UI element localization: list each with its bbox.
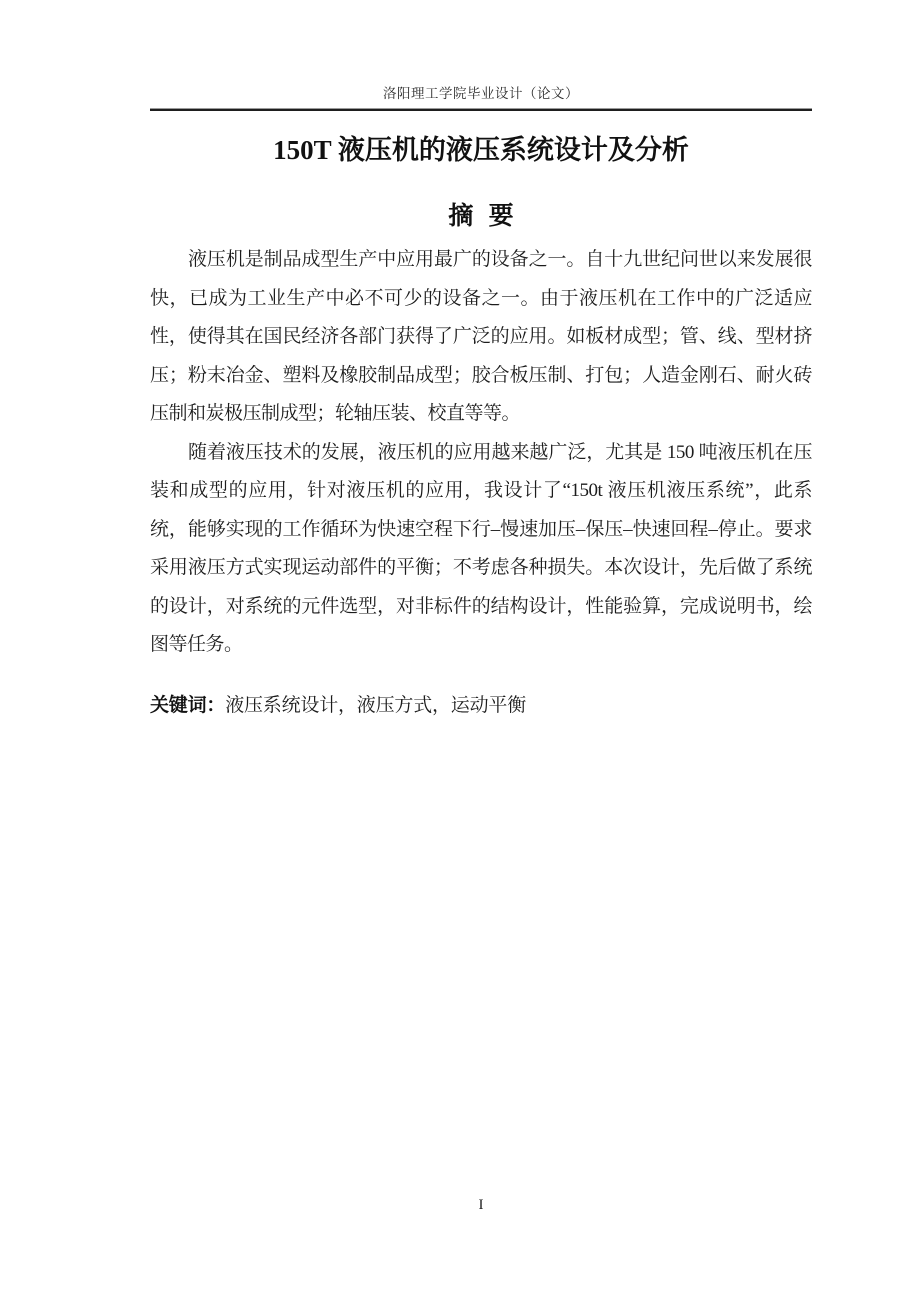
abstract-heading: 摘 要 [448, 203, 514, 230]
running-header: 洛阳理工学院毕业设计（论文） [383, 86, 579, 101]
abstract-paragraph-2: 随着液压技术的发展，液压机的应用越来越广泛，尤其是 150 吨液压机在压装和成型的应用，针对液压机的应用，我设计了“150t 液压机液压系统”，此系统，能够实现的工作循环为快速空程下行–慢速加压–保压–快速回程–停止。要求采用液压方式实现运动部件的平衡；不考虑各种损失。本次设计，先后做了系统的设计，对系统的元件选型，对非标件的结构设计，性能验算，完成说明书，绘图等任务。 [150, 441, 812, 655]
keywords-line [150, 691, 812, 721]
document-title: 150T 液压机的液压系统设计及分析 [273, 135, 689, 165]
keywords-label: 关键词： [150, 694, 226, 716]
header-rule-dark [150, 109, 812, 111]
page-content [150, 86, 812, 721]
keywords-text: 液压系统设计，液压方式，运动平衡 [225, 694, 527, 716]
header-rule [150, 108, 812, 111]
abstract-paragraph-1: 液压机是制品成型生产中应用最广的设备之一。自十九世纪问世以来发展很快，已成为工业生产中必不可少的设备之一。由于液压机在工作中的广泛适应性，使得其在国民经济各部门获得了广泛的应用。如板材成型；管、线、型材挤压；粉末冶金、塑料及橡胶制品成型；胶合板压制、打包；人造金刚石、耐火砖压制和炭极压制成型；轮轴压装、校直等等。 [150, 249, 812, 424]
page-number: I [478, 1197, 484, 1213]
